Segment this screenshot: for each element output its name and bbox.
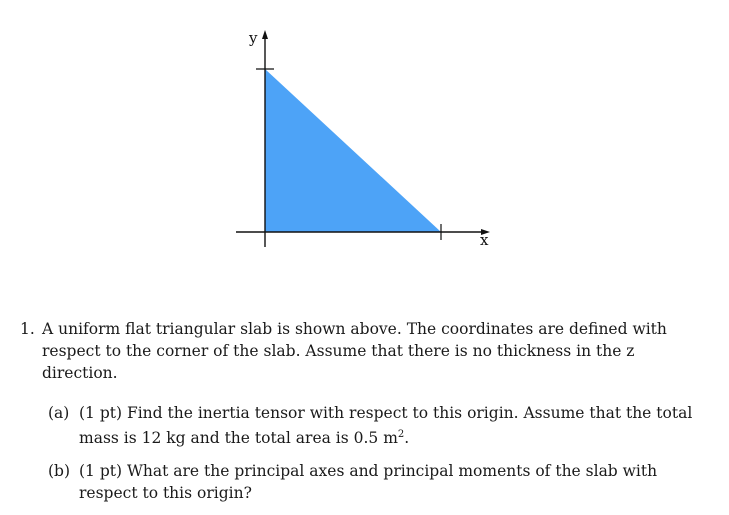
problem-statement (20, 318, 710, 384)
part-a-text-main: (1 pt) Find the inertia tensor with respect to this origin. Assume that the total mass is 12 kg and the total area is 0.5 m (79, 404, 693, 448)
part-a-superscript: 2 (397, 429, 405, 440)
part-b-text: (1 pt) What are the principal axes and principal moments of the slab with respect to this origin? (79, 462, 658, 503)
part-b-label: (b) (48, 462, 71, 481)
part-a-text (79, 402, 710, 449)
arrowhead-up-icon (262, 30, 268, 39)
part-a-text-end: . (404, 429, 410, 448)
x-axis-label: x (480, 231, 489, 249)
problem-number: 1. (20, 320, 35, 338)
part-a-label: (a) (48, 404, 70, 422)
problem-parts (48, 402, 710, 504)
triangular-slab (265, 69, 441, 232)
part-b (48, 460, 710, 504)
y-axis-label: y (249, 29, 258, 47)
problem-1 (20, 318, 710, 515)
problem-intro: A uniform flat triangular slab is shown above. The coordinates are defined with respect to the corner of the slab. Assume that there is no thickness in the z direction. (42, 320, 667, 382)
part-a (48, 402, 710, 449)
